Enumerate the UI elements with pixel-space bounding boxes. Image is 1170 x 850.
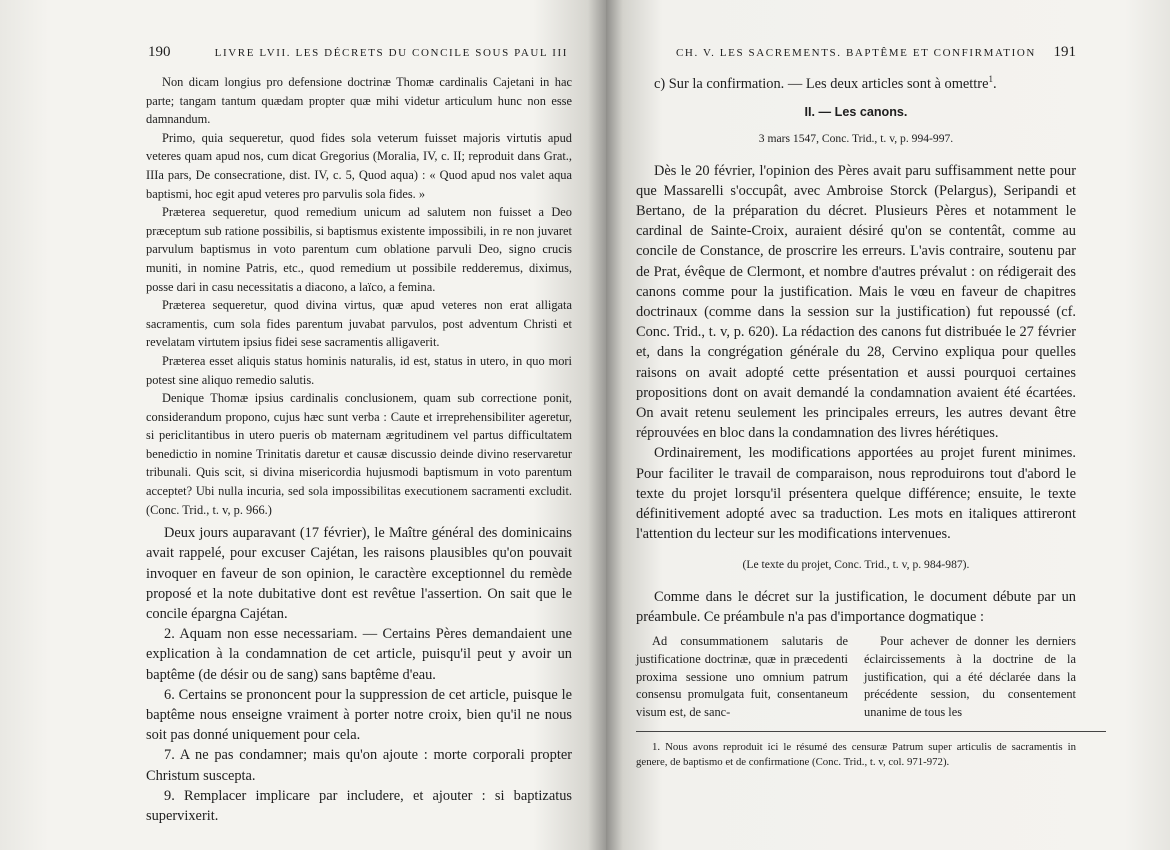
body-paragraph: Deux jours auparavant (17 février), le Maître général des dominicains avait rappelé, pour excuser Cajétan, les raisons plausibles qu'on pouvait invoquer en faveur de son opinion, le caractère exceptionnel du remède proposé et la note dubitative dont est revêtue l'assertion. On sait que le concile épargna Cajétan.	[146, 525, 572, 623]
right-running-title: CH. V. LES SACREMENTS. BAPTÊME ET CONFIRMATION	[676, 47, 1036, 59]
left-text-column	[146, 73, 572, 826]
latin-paragraph: Præterea esset aliquis status hominis naturalis, id est, status in utero, in quo mori potest sine aliquo remedio salutis.	[146, 353, 572, 387]
right-text-column	[636, 70, 1076, 770]
body-paragraph: 6. Certains se prononcent pour la suppression de cet article, puisque le baptême nous enseigne vraiment à porter notre croix, bien qu'il ne nous soit pas donné uniquement pour cela.	[146, 686, 572, 744]
latin-paragraph: Denique Thomæ ipsius cardinalis conclusionem, quam sub correctione ponit, considerandum propono, cujus hæc sunt verba : Caute et irreprehensibiliter ageretur, si periclitantibus in utero pueris ob maternam ægritudinem vel partus difficultatem benedictio in nomine Trinitatis daretur et causæ discussio deinde divino reservaretur tribunali. Quis scit, si divina misericordia hujusmodi baptismum in voto parentum acceptet? Ubi nulla incuria, sed sola impossibilitas executionem sacramenti excludit. (Conc. Trid., t. v, p. 966.)	[146, 391, 572, 517]
body-paragraph: 7. A ne pas condamner; mais qu'on ajoute : morte corporali propter Christum suscepta.	[146, 747, 572, 784]
body-paragraph: Ordinairement, les modifications apportées au projet furent minimes. Pour faciliter le travail de comparaison, nous reproduirons tout d'abord le texte du projet lorsqu'il présentera quelque différence; ensuite, le texte définitivement adopté avec sa traduction. Les mots en italiques attireront l'attention du lecteur sur les modifications intervenues.	[636, 445, 1076, 543]
right-body	[636, 161, 1076, 545]
footnote	[636, 740, 1076, 770]
left-running-head	[148, 44, 568, 61]
footnote-marker: 1	[988, 74, 993, 84]
latin-paragraph: Præterea sequeretur, quod divina virtus, quæ apud veteres non erat alligata sacramentis, cum sola fides parentum juvabat parvulos, post adventum Christi et revelatam virtutem ipsius fidei sese sacramentis alligaverit.	[146, 298, 572, 350]
section-heading: II. — Les canons.	[804, 105, 908, 120]
body-paragraph: Dès le 20 février, l'opinion des Pères avait paru suffisamment nette pour que Massarelli s'occupât, avec Ambroise Storck (Pelargus), Seripandi et Bertano, de la préparation du décret. Plusieurs Pères et notamment le cardinal de Sainte-Croix, auraient désiré qu'on se contentât, comme au concile de Constance, de proscrire les erreurs. L'avis contraire, soutenu par de Prat, évêque de Clermont, et nombre d'autres prévalut : on rédigerait des canons comme pour la justification. Mais le vœu en faveur de chapitres doctrinaux (comme dans la session sur la justification) fut repoussé (cf. Conc. Trid., t. v, p. 620). La rédaction des canons fut distribuée le 27 février et, dans la congrégation générale du 28, Cervino expliqua pour quelles raisons on avait adopté cette présentation et aussi pourquoi certaines propositions dont on avait demandé la condamnation avaient été écartées. On avait retenu seulement les principales erreurs, les autres devant être réprouvées en bloc dans la condamnation des livres hérétiques.	[636, 162, 1076, 442]
latin-paragraph: Non dicam longius pro defensione doctrinæ Thomæ cardinalis Cajetani in hac parte; tangam tantum quædam propter quæ mihi videtur articulum hunc non esse damnandum.	[146, 75, 572, 127]
confirmation-line: c) Sur la confirmation. — Les deux articles sont à omettre$^1$.	[654, 74, 997, 92]
latin-quotation	[146, 73, 572, 519]
project-reference: (Le texte du projet, Conc. Trid., t. v, p. 984-987).	[742, 558, 970, 572]
body-paragraph: 9. Remplacer implicare par includere, et ajouter : si baptizatus supervixerit.	[146, 787, 572, 825]
french-column-text: Pour achever de donner les derniers éclaircissements à la doctrine de la justification, qui a été déclarée dans la précédente session, du consentement unanime de tous les	[864, 634, 1076, 719]
latin-paragraph: Præterea sequeretur, quod remedium unicum ad salutem non fuisset a Deo præceptum sub ratione possibilis, si baptismus existente impossibili, in re non juvaret parvulum baptismus in voto parentum cum oblatione parvuli Deo, signo crucis muniti, in nomine Patris, etc., quod remedium ut possibile redderemus, diximus, posse dari in casu necessitatis a diacono, a laïco, a femina.	[146, 205, 572, 294]
latin-paragraph: Primo, quia sequeretur, quod fides sola veterum fuisset majoris virtutis apud veteres quam apud nos, cum dicat Gregorius (Moralia, IV, c. II; reproduit dans Grat., IIIa pars, De consecratione, dist. IV, c. 5, Quod aqua) : « Quod apud nos valet aqua baptismi, hoc egit apud veteres pro parvulis sola fides. »	[146, 130, 572, 201]
french-commentary	[146, 523, 572, 826]
parallel-text	[636, 633, 1076, 721]
footnote-rule	[636, 731, 1106, 732]
left-page-number: 190	[148, 44, 171, 60]
body-paragraph: 2. Aquam non esse necessariam. — Certains Pères demandaient une explication à la condamnation de cet article, puisqu'il peut y avoir un baptême (de désir ou de sang) sans baptême d'eau.	[146, 626, 572, 683]
left-running-title: LIVRE LVII. LES DÉCRETS DU CONCILE SOUS PAUL III	[214, 47, 568, 59]
dateline: 3 mars 1547, Conc. Trid., t. v, p. 994-997.	[758, 131, 954, 145]
right-page-number: 191	[1053, 44, 1076, 60]
latin-column-text: Ad consummationem salutaris de justificatione doctrinæ, quæ in præcedenti proxima sessione uno omnium patrum consensu promulgata fuit, consentaneum visum est, de sanc-	[636, 634, 848, 719]
confirmation-text: c) Sur la confirmation. — Les deux articles sont à omettre	[654, 75, 989, 92]
latin-column	[636, 633, 848, 721]
french-column	[864, 633, 1076, 721]
intro-block	[636, 587, 1076, 627]
intro-paragraph: Comme dans le décret sur la justification, le document débute par un préambule. Ce préambule n'a pas d'importance dogmatique :	[636, 589, 1076, 626]
right-running-head	[676, 44, 1076, 61]
footnote-text: 1. Nous avons reproduit ici le résumé des censuræ Patrum super articulis de sacramentis in genere, de baptismo et de confirmatione (Conc. Trid., t. v, col. 971-972).	[636, 741, 1076, 769]
right-page	[606, 0, 1170, 850]
